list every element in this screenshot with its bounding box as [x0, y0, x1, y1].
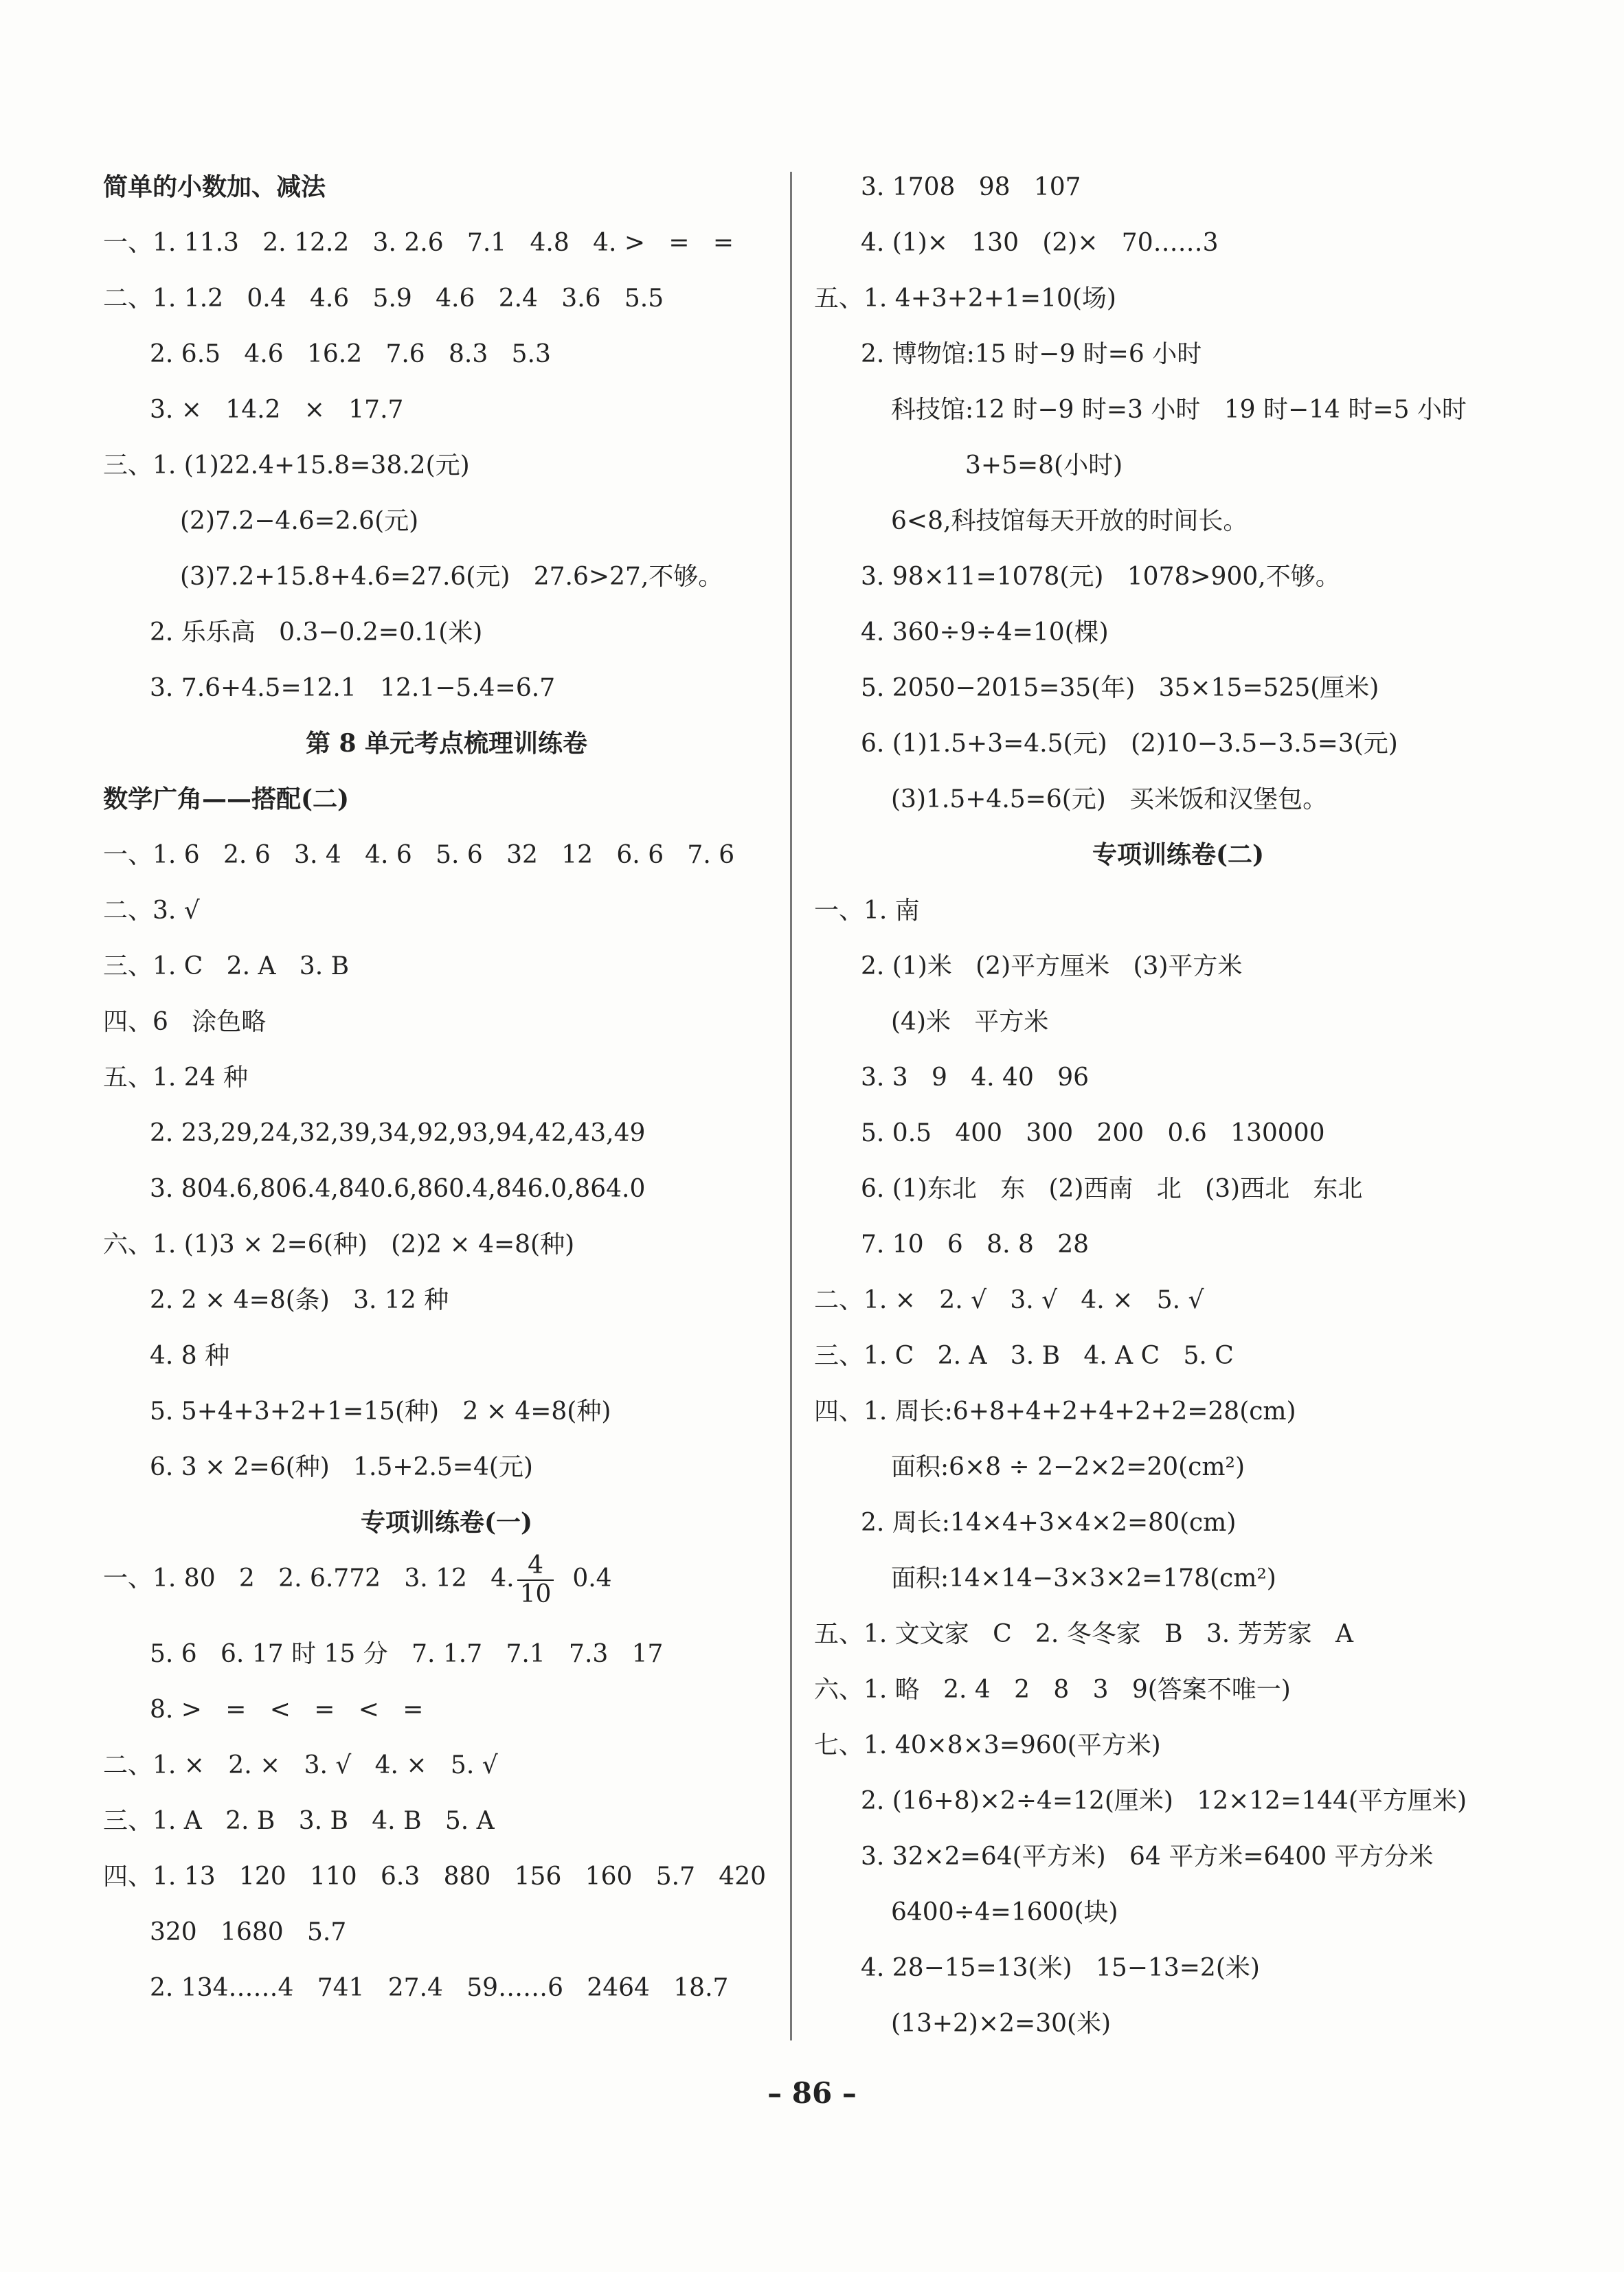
answer-line: 5. 2050−2015=35(年) 35×15=525(厘米) — [861, 674, 1379, 702]
answer-line: 五、1. 24 种 — [103, 1064, 249, 1092]
answer-line: 五、1. 4+3+2+1=10(场) — [814, 284, 1116, 313]
section-title: 专项训练卷(二) — [1092, 840, 1265, 869]
answer-line: 2. 乐乐高 0.3−0.2=0.1(米) — [150, 618, 483, 646]
answer-line: 6. 3 × 2=6(种) 1.5+2.5=4(元) — [150, 1453, 533, 1481]
answer-line: 8. > = < = < = — [150, 1696, 424, 1724]
answer-line: 二、3. √ — [103, 897, 200, 925]
answer-line: 2. (1)米 (2)平方厘米 (3)平方米 — [861, 952, 1243, 980]
answer-line: 3+5=8(小时) — [965, 451, 1123, 480]
section-title: 专项训练卷(一) — [360, 1508, 533, 1537]
answer-line: 六、1. 略 2. 4 2 8 3 9(答案不唯一) — [814, 1676, 1291, 1704]
answer-line: 6. (1)1.5+3=4.5(元) (2)10−3.5−3.5=3(元) — [861, 730, 1398, 758]
left-column — [103, 159, 790, 2016]
answer-line: 2. 6.5 4.6 16.2 7.6 8.3 5.3 — [150, 340, 551, 368]
answer-line: 三、1. (1)22.4+15.8=38.2(元) — [103, 451, 470, 480]
answer-line: 三、1. A 2. B 3. B 4. B 5. A — [103, 1807, 495, 1835]
answer-line: 四、6 涂色略 — [103, 1008, 267, 1036]
answer-line: 三、1. C 2. A 3. B — [103, 952, 350, 980]
section-title: 第 8 单元考点梳理训练卷 — [305, 729, 588, 758]
answer-line: 3. 1708 98 107 — [861, 173, 1081, 201]
answer-line: (3)1.5+4.5=6(元) 买米饭和汉堡包。 — [891, 785, 1328, 813]
answer-line: 3. 32×2=64(平方米) 64 平方米=6400 平方分米 — [861, 1843, 1434, 1871]
answer-line: 六、1. (1)3 × 2=6(种) (2)2 × 4=8(种) — [103, 1230, 575, 1259]
answer-text: 一、1. 80 2 2. 6.772 3. 12 4. — [103, 1564, 515, 1593]
answer-line: 3. × 14.2 × 17.7 — [150, 396, 404, 424]
right-column — [814, 159, 1542, 2051]
answer-line: 五、1. 文文家 C 2. 冬冬家 B 3. 芳芳家 A — [814, 1620, 1354, 1648]
page-number: – 86 – — [767, 2076, 857, 2110]
answer-line: 2. (16+8)×2÷4=12(厘米) 12×12=144(平方厘米) — [861, 1787, 1467, 1815]
answer-line: 2. 周长:14×4+3×4×2=80(cm) — [861, 1509, 1237, 1537]
answer-line: 面积:14×14−3×3×2=178(cm²) — [891, 1564, 1276, 1593]
answer-line: 6400÷4=1600(块) — [891, 1898, 1118, 1926]
answer-line: 4. (1)× 130 (2)× 70……3 — [861, 229, 1219, 257]
answer-line: 4. 28−15=13(米) 15−13=2(米) — [861, 1954, 1260, 1982]
answer-line: 2. 134……4 741 27.4 59……6 2464 18.7 — [150, 1974, 729, 2002]
answer-line: 四、1. 周长:6+8+4+2+4+2+2=28(cm) — [814, 1397, 1296, 1426]
answer-line: 2. 2 × 4=8(条) 3. 12 种 — [150, 1286, 449, 1314]
fraction-numerator: 4 — [517, 1552, 554, 1581]
answer-line: 4. 360÷9÷4=10(棵) — [861, 618, 1109, 646]
answer-line: 一、1. 11.3 2. 12.2 3. 2.6 7.1 4.8 4. > = = — [103, 229, 734, 257]
answer-line: 七、1. 40×8×3=960(平方米) — [814, 1731, 1161, 1759]
answer-line: 3. 804.6,806.4,840.6,860.4,846.0,864.0 — [150, 1175, 646, 1203]
answer-line: 5. 6 6. 17 时 15 分 7. 1.7 7.1 7.3 17 — [150, 1640, 664, 1668]
answer-line: (2)7.2−4.6=2.6(元) — [180, 507, 419, 535]
answer-line: 简单的小数加、减法 — [103, 172, 326, 201]
answer-line: 2. 博物馆:15 时−9 时=6 小时 — [861, 340, 1202, 368]
answer-line: 三、1. C 2. A 3. B 4. A C 5. C — [814, 1342, 1234, 1370]
answer-line: 5. 0.5 400 300 200 0.6 130000 — [861, 1119, 1325, 1147]
answer-line: 320 1680 5.7 — [150, 1918, 347, 1946]
fraction — [517, 1552, 554, 1608]
answer-line: 3. 3 9 4. 40 96 — [861, 1064, 1089, 1092]
answer-line: 二、1. 1.2 0.4 4.6 5.9 4.6 2.4 3.6 5.5 — [103, 284, 664, 313]
answer-line: 2. 23,29,24,32,39,34,92,93,94,42,43,49 — [150, 1119, 646, 1147]
fraction-denominator: 10 — [519, 1580, 552, 1608]
answer-line: 4. 8 种 — [150, 1342, 230, 1370]
answer-line: 3. 98×11=1078(元) 1078>900,不够。 — [861, 563, 1340, 591]
answer-line: 面积:6×8 ÷ 2−2×2=20(cm²) — [891, 1453, 1245, 1481]
answer-line: (3)7.2+15.8+4.6=27.6(元) 27.6>27,不够。 — [180, 563, 723, 591]
answer-line: 6. (1)东北 东 (2)西南 北 (3)西北 东北 — [861, 1175, 1363, 1203]
answer-line: 7. 10 6 8. 8 28 — [861, 1230, 1089, 1259]
answer-line: 二、1. × 2. √ 3. √ 4. × 5. √ — [814, 1286, 1204, 1314]
answer-text: 0.4 — [556, 1564, 612, 1593]
answer-line: 一、1. 6 2. 6 3. 4 4. 6 5. 6 32 12 6. 6 7. 6 — [103, 841, 735, 869]
answer-line: (4)米 平方米 — [891, 1008, 1049, 1036]
answer-line: 四、1. 13 120 110 6.3 880 156 160 5.7 420 — [103, 1863, 767, 1891]
answer-line: 数学广角——搭配(二) — [103, 785, 350, 813]
answer-line: (13+2)×2=30(米) — [891, 2010, 1112, 2038]
answer-line: 6<8,科技馆每天开放的时间长。 — [891, 507, 1248, 535]
answer-line: 一、1. 南 — [814, 897, 920, 925]
answer-line — [103, 1551, 790, 1626]
answer-line: 5. 5+4+3+2+1=15(种) 2 × 4=8(种) — [150, 1397, 611, 1426]
answer-line: 科技馆:12 时−9 时=3 小时 19 时−14 时=5 小时 — [891, 396, 1467, 424]
answer-line: 3. 7.6+4.5=12.1 12.1−5.4=6.7 — [150, 674, 556, 702]
column-divider — [790, 172, 792, 2040]
answer-line: 二、1. × 2. × 3. √ 4. × 5. √ — [103, 1751, 498, 1779]
